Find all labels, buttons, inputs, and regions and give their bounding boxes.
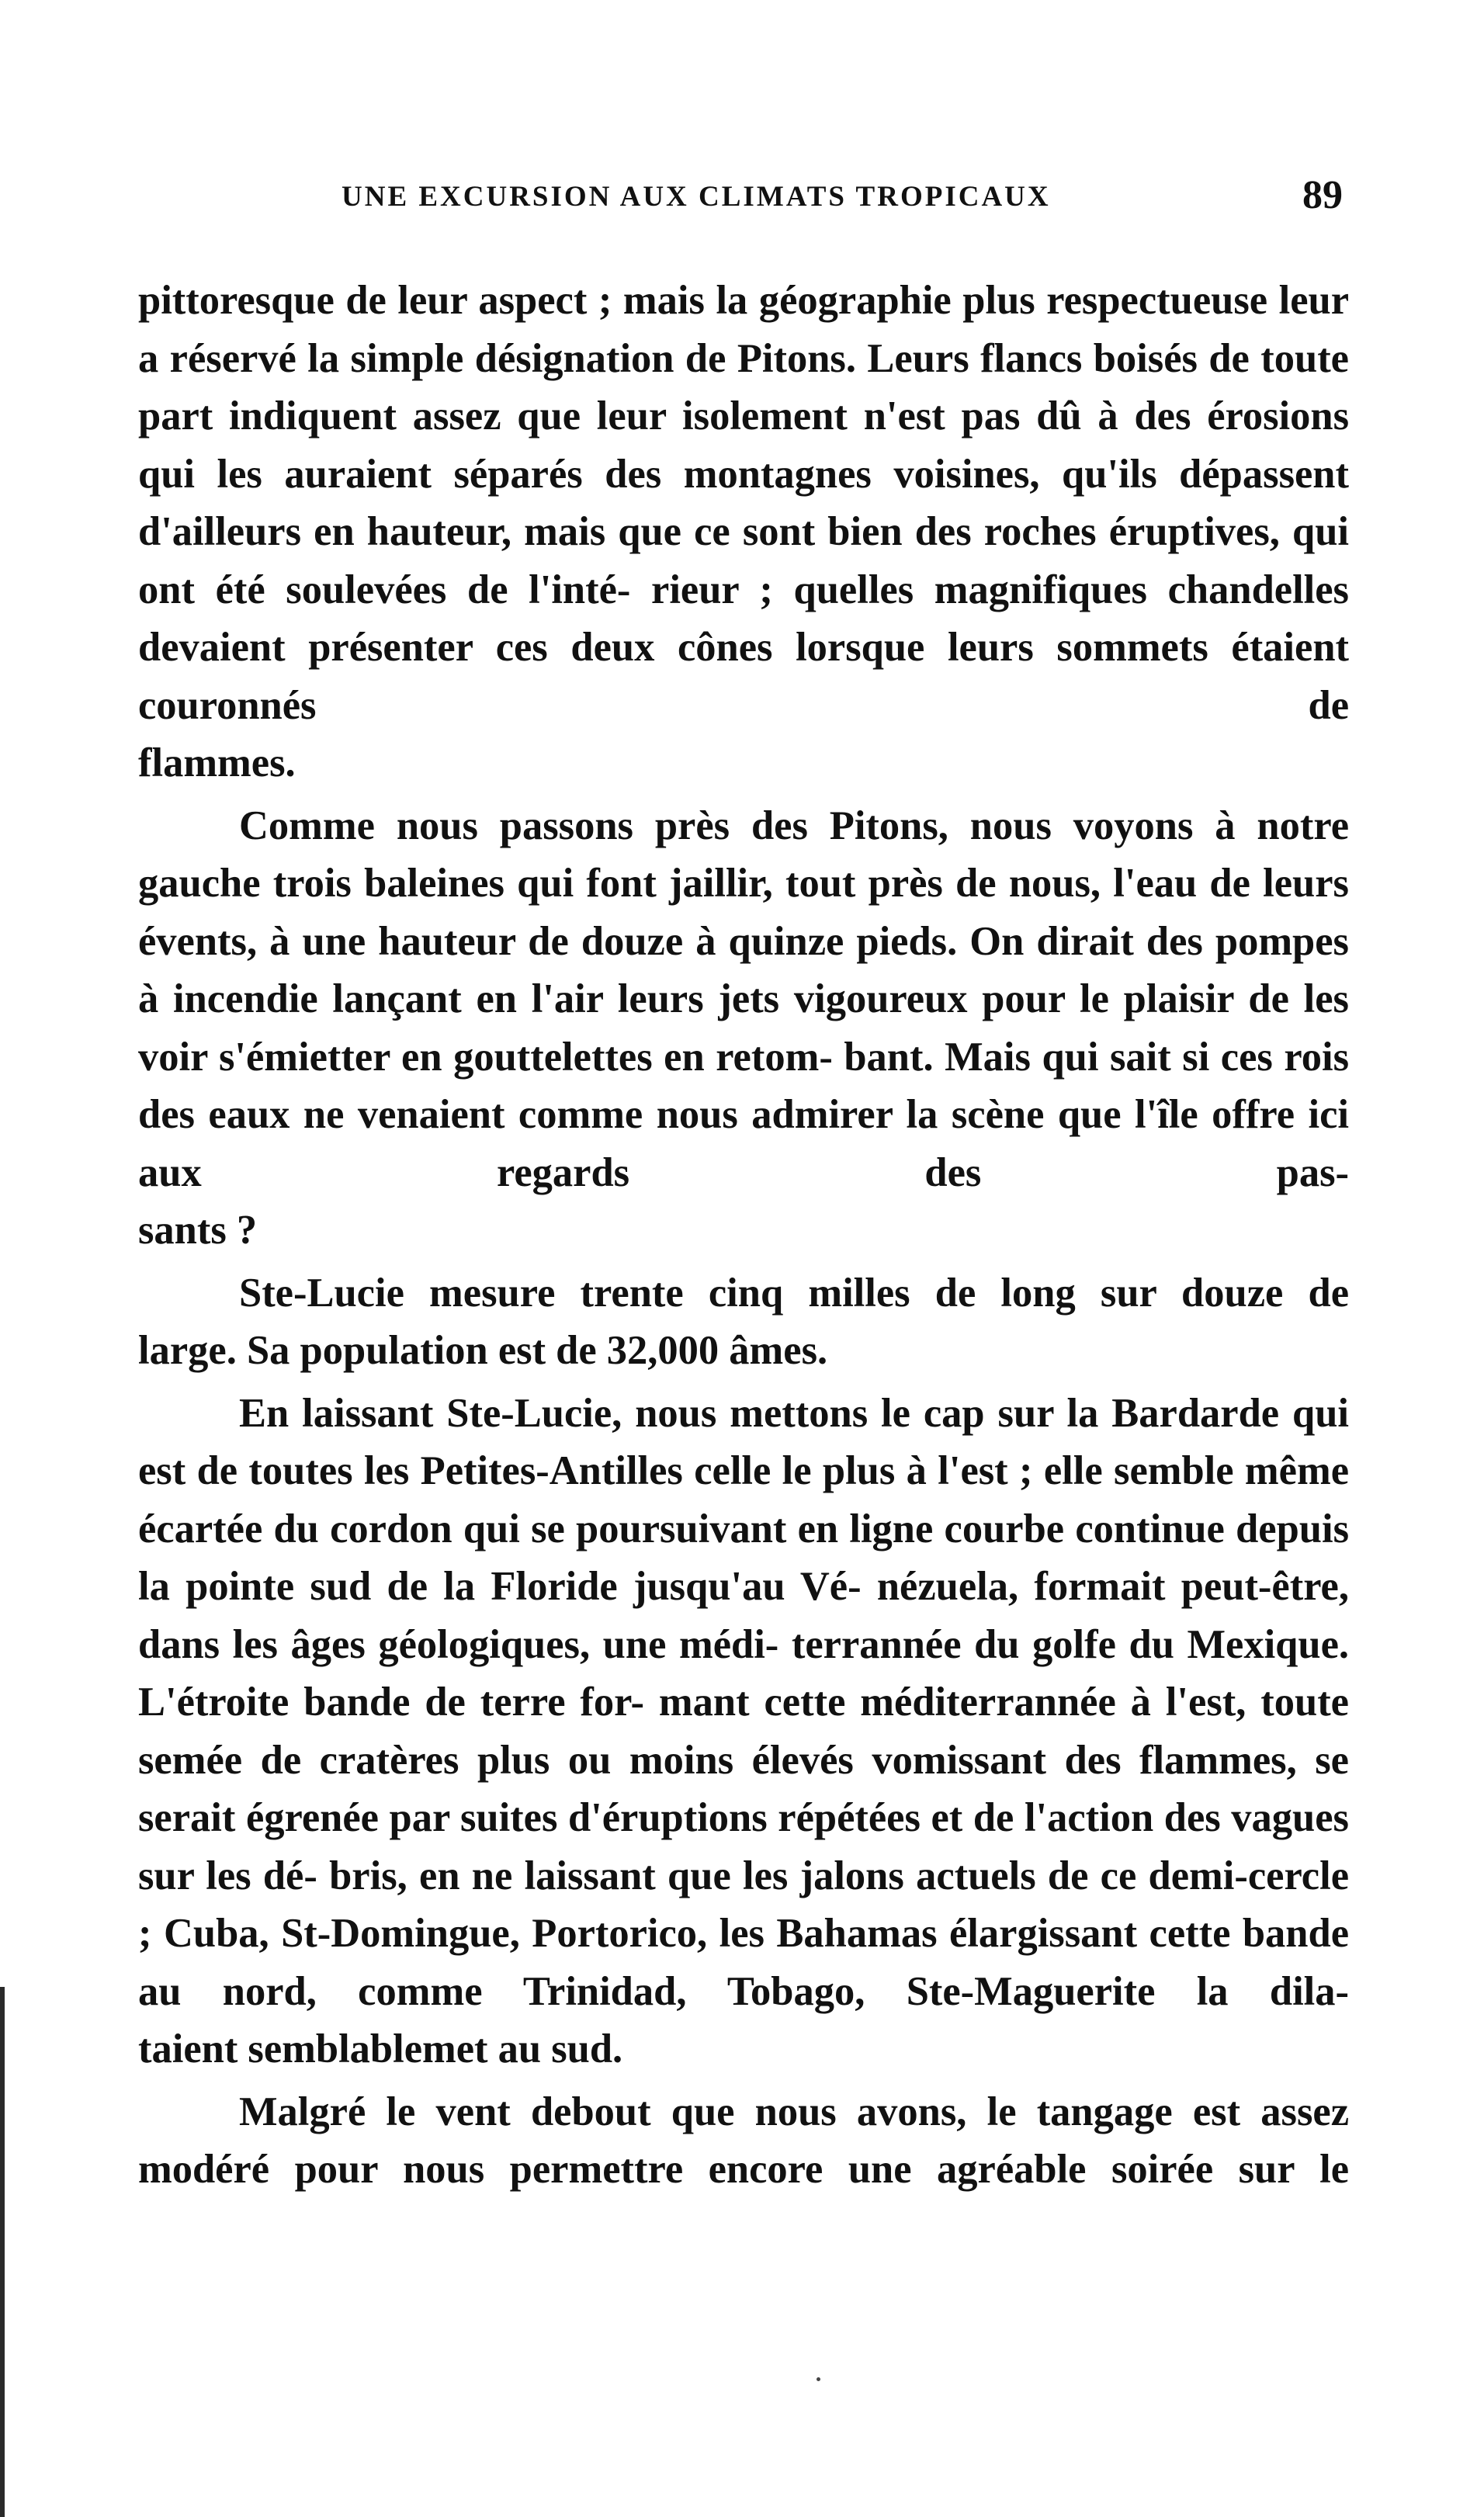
text-line: sont bien des roches éruptives, qui ont été soulevées de l'inté-: [138, 509, 1349, 612]
text-line: voisines, qu'ils dépassent d'ailleurs en hauteur, mais que ce: [138, 451, 1349, 554]
text-line: modéré pour nous permettre encore une agréable soirée sur le: [138, 2147, 1349, 2192]
text-line: boisés de toute part indiquent assez que leur isolement n'est: [138, 335, 1349, 439]
paragraph-2: [138, 797, 1349, 1202]
text-line: Cuba, St-Domingue, Portorico, les Bahamas élargissant cette: [163, 1911, 1243, 1956]
text-line: des pompes à incendie lançant en l'air leurs jets vigoureux: [138, 918, 1349, 1021]
paragraph-1: [138, 272, 1349, 734]
paragraph-3: [138, 1264, 1349, 1323]
text-line: Malgré le vent debout que nous avons, le tangage est assez: [239, 2089, 1349, 2134]
text-line: bris, en ne laissant que les jalons actuels de ce demi-cercle ;: [138, 1853, 1349, 1956]
text-line: pour le plaisir de les voir s'émietter en gouttelettes en retom-: [138, 976, 1349, 1080]
text-line: En laissant Ste-Lucie, nous mettons le cap sur la Bardarde: [239, 1390, 1293, 1436]
paragraph-4-end: [138, 2020, 1349, 2078]
text-line: nézuela, formait peut-être, dans les âges géologiques, une médi-: [138, 1564, 1349, 1667]
text-line: bande au nord, comme Trinidad, Tobago, Ste-Maguerite la dila-: [138, 1911, 1350, 2014]
text-line: large. Sa population est de 32,000 âmes.: [138, 1328, 828, 1373]
text-line: rieur ; quelles magnifiques chandelles devaient présenter ces: [138, 567, 1349, 670]
paragraph-5: [138, 2083, 1349, 2199]
text-line: sants ?: [138, 1208, 258, 1253]
text-line: ou moins élevés vomissant des flammes, se serait égrenée par: [138, 1737, 1349, 1840]
text-line: gauche trois baleines qui font jaillir, tout près de nous, l'eau de: [138, 861, 1264, 906]
page-edge-shadow: [0, 1987, 5, 2517]
running-title: UNE EXCURSION AUX CLIMATS TROPICAUX: [342, 181, 1051, 213]
text-line: mant cette méditerrannée à l'est, toute semée de cratères plus: [138, 1680, 1349, 1783]
paragraph-3-end: [138, 1322, 1349, 1380]
paragraph-1-end: [138, 734, 1349, 792]
text-line: courbe continue depuis la pointe sud de la Floride jusqu'au Vé-: [138, 1506, 1350, 1609]
text-line: flammes.: [138, 740, 296, 785]
paragraph-2-end: [138, 1201, 1349, 1260]
text-line: semble même écartée du cordon qui se poursuivant en ligne: [138, 1448, 1349, 1551]
text-line: taient semblablemet au sud.: [138, 2026, 623, 2071]
text-line: leur a réservé la simple désignation de Pitons. Leurs flancs: [138, 278, 1349, 381]
ink-speck: [817, 2377, 820, 2381]
text-line: bant. Mais qui sait si ces rois des eaux ne venaient comme: [138, 1034, 1349, 1137]
page-header: [342, 172, 1343, 219]
body-text: [138, 272, 1349, 2199]
text-line: terrannée du golfe du Mexique. L'étroite bande de terre for-: [138, 1621, 1349, 1725]
text-line: suites d'éruptions répétées et de l'action des vagues sur les dé-: [138, 1795, 1349, 1898]
text-line: leurs évents, à une hauteur de douze à quinze pieds. On dirait: [138, 861, 1349, 964]
text-line: qui est de toutes les Petites-Antilles celle le plus à l'est ; elle: [138, 1390, 1349, 1493]
text-line: Comme nous passons près des Pitons, nous voyons à notre: [239, 803, 1349, 848]
text-line: pas dû à des érosions qui les auraient séparés des montagnes: [138, 393, 1349, 497]
text-line: deux cônes lorsque leurs sommets étaient couronnés de: [138, 625, 1350, 728]
page-number: 89: [1302, 173, 1343, 217]
paragraph-4: [138, 1385, 1349, 2021]
text-line: nous admirer la scène que l'île offre ici aux regards des pas-: [138, 1092, 1349, 1195]
text-line: pittoresque de leur aspect ; mais la géographie plus respectueuse: [138, 278, 1279, 323]
text-line: Ste-Lucie mesure trente cinq milles de long sur douze de: [239, 1270, 1349, 1316]
